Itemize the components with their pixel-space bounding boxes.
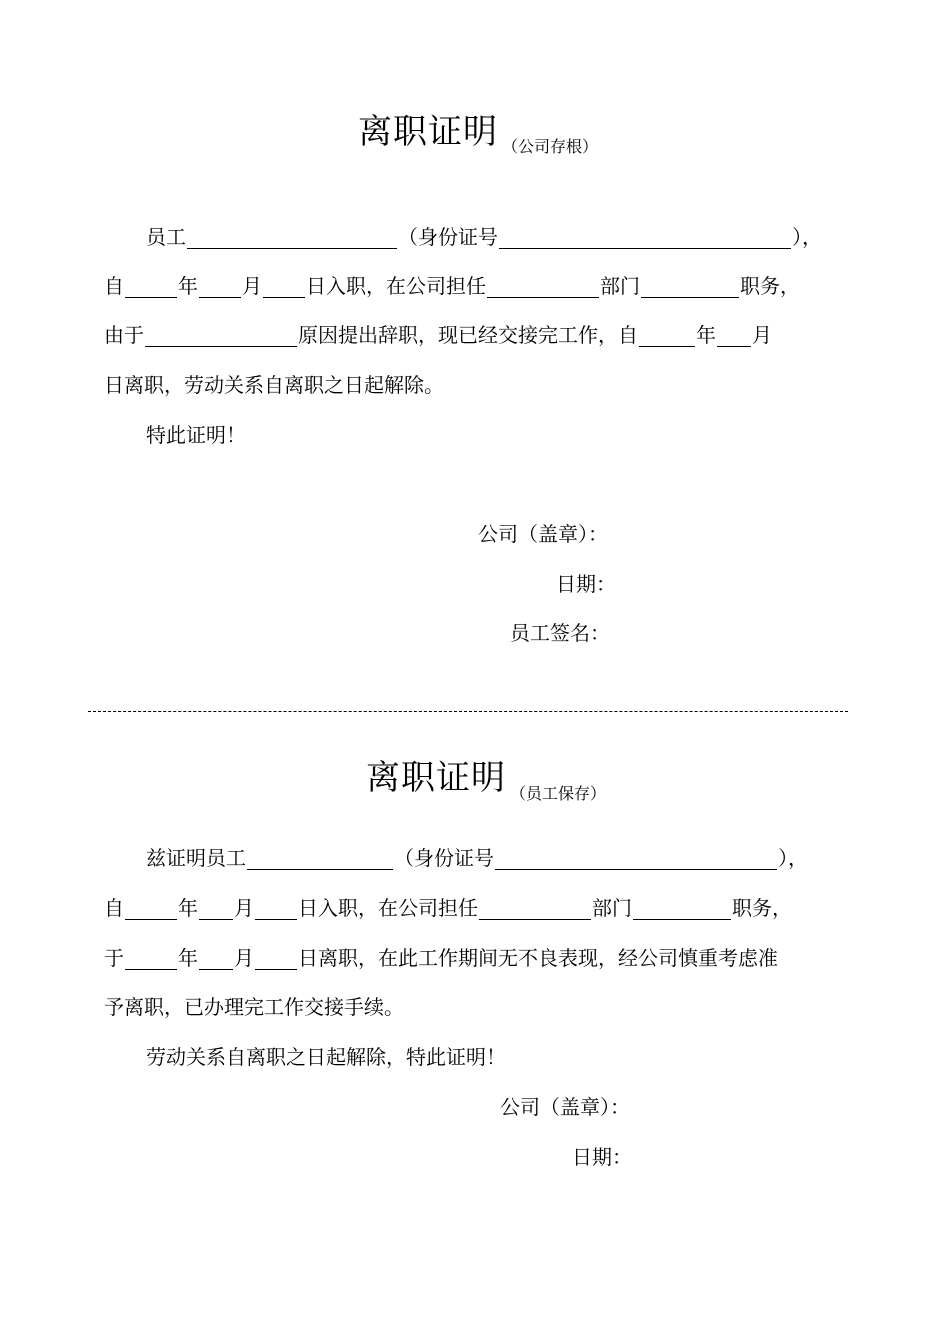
position-blank[interactable] — [633, 897, 731, 920]
department-label: 部门 — [592, 896, 632, 920]
leave-month-blank[interactable] — [199, 947, 233, 970]
top-paragraph-1 — [146, 225, 822, 249]
bottom-subtitle: （员工保存） — [510, 784, 607, 803]
bottom-company-seal: 公司（盖章）： — [500, 1095, 630, 1119]
from-label: 自 — [104, 896, 124, 920]
year-label: 年 — [696, 323, 716, 347]
leave-year-blank[interactable] — [125, 947, 177, 970]
position-label: 职务， — [740, 274, 800, 298]
year-label: 年 — [178, 274, 198, 298]
top-paragraph-2 — [104, 274, 800, 298]
month-label: 月 — [234, 896, 254, 920]
id-number-label: （身份证号 — [398, 225, 498, 249]
year-label: 年 — [178, 946, 198, 970]
bottom-paragraph-5: 劳动关系自离职之日起解除，特此证明！ — [146, 1045, 506, 1069]
top-paragraph-3 — [104, 323, 772, 347]
employee-label: 员工 — [146, 225, 186, 249]
joined-text: 日入职，在公司担任 — [298, 896, 478, 920]
bottom-date: 日期： — [572, 1145, 632, 1169]
join-day-blank[interactable] — [255, 897, 297, 920]
department-blank[interactable] — [479, 897, 591, 920]
bottom-paragraph-4: 予离职，已办理完工作交接手续。 — [104, 995, 404, 1019]
top-title: 离职证明 — [358, 112, 498, 152]
position-blank[interactable] — [641, 275, 739, 298]
join-year-blank[interactable] — [125, 897, 177, 920]
cut-line-divider — [88, 711, 848, 712]
join-month-blank[interactable] — [199, 275, 241, 298]
top-paragraph-5: 特此证明！ — [146, 423, 246, 447]
id-number-label: （身份证号 — [394, 846, 494, 870]
bottom-paragraph-1 — [146, 846, 808, 870]
department-label: 部门 — [600, 274, 640, 298]
join-month-blank[interactable] — [199, 897, 233, 920]
leave-day-blank[interactable] — [255, 947, 297, 970]
month-label: 月 — [234, 946, 254, 970]
top-date: 日期： — [556, 572, 616, 596]
paren-close: ）， — [778, 846, 808, 870]
employee-name-blank[interactable] — [247, 847, 393, 870]
top-subtitle: （公司存根） — [502, 137, 599, 156]
top-company-seal: 公司（盖章）： — [478, 522, 608, 546]
month-label: 月 — [242, 274, 262, 298]
from-label: 自 — [104, 274, 124, 298]
bottom-title: 离职证明 — [366, 758, 506, 798]
join-day-blank[interactable] — [263, 275, 305, 298]
certify-employee-label: 兹证明员工 — [146, 846, 246, 870]
leave-text: 日离职，在此工作期间无不良表现，经公司慎重考虑准 — [298, 946, 778, 970]
on-label: 于 — [104, 946, 124, 970]
resign-text: 原因提出辞职，现已经交接完工作，自 — [298, 323, 638, 347]
top-paragraph-4: 日离职，劳动关系自离职之日起解除。 — [104, 373, 444, 397]
department-blank[interactable] — [487, 275, 599, 298]
leave-month-blank[interactable] — [717, 324, 751, 347]
reason-blank[interactable] — [145, 324, 297, 347]
id-number-blank[interactable] — [495, 847, 777, 870]
paren-close: ）， — [792, 225, 822, 249]
bottom-paragraph-3 — [104, 946, 778, 970]
employee-name-blank[interactable] — [187, 226, 397, 249]
join-year-blank[interactable] — [125, 275, 177, 298]
year-label: 年 — [178, 896, 198, 920]
due-to-label: 由于 — [104, 323, 144, 347]
top-employee-signature: 员工签名： — [510, 621, 610, 645]
position-label: 职务， — [732, 896, 792, 920]
month-label: 月 — [752, 323, 772, 347]
leave-year-blank[interactable] — [639, 324, 695, 347]
bottom-paragraph-2 — [104, 896, 792, 920]
joined-text: 日入职，在公司担任 — [306, 274, 486, 298]
id-number-blank[interactable] — [499, 226, 791, 249]
